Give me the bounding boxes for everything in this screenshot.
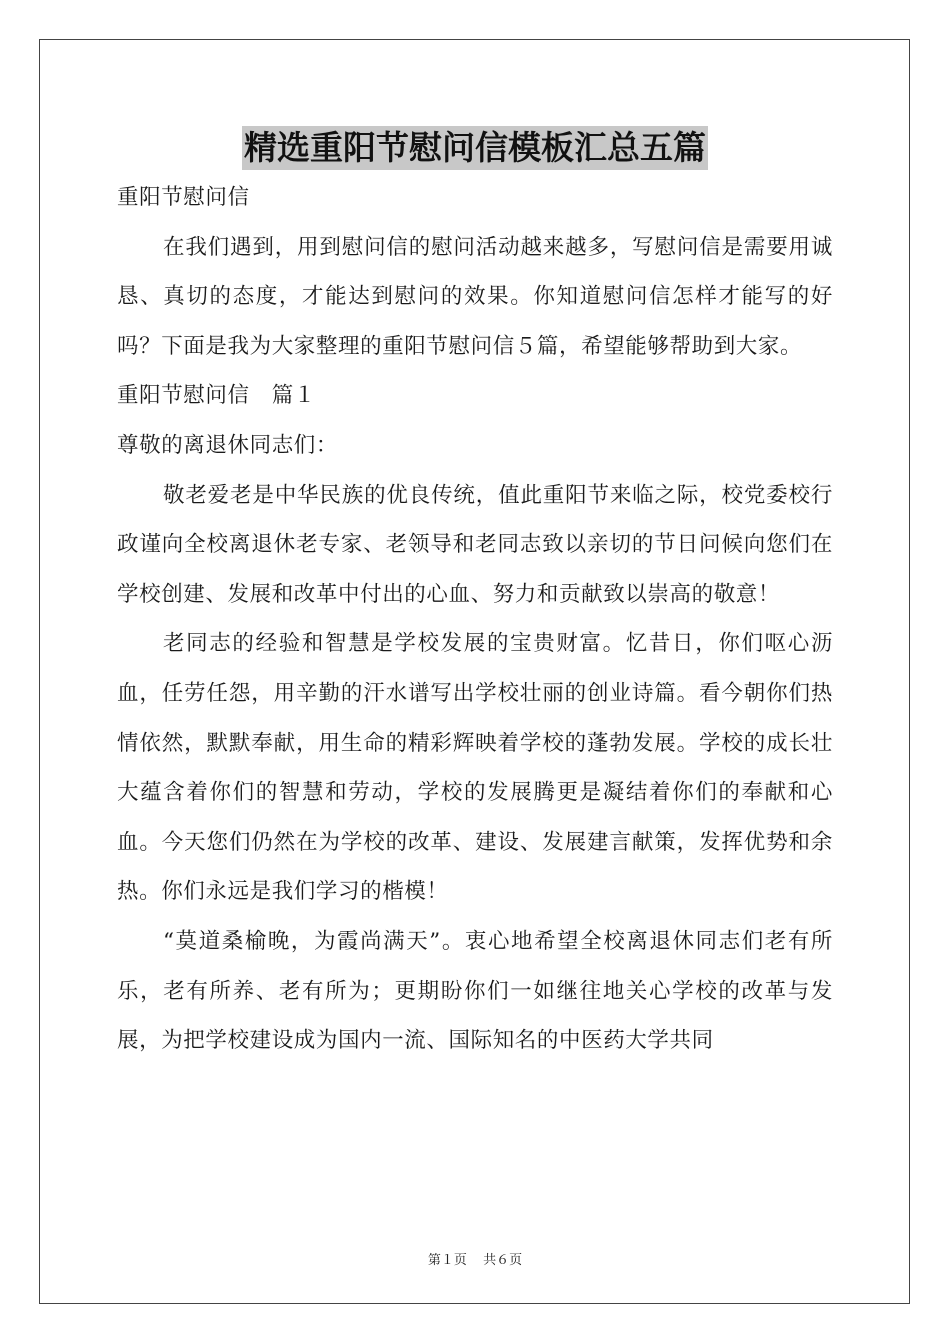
body-paragraph: 敬老爱老是中华民族的优良传统，值此重阳节来临之际，校党委校行政谨向全校离退休老专家、老领导和老同志致以亲切的节日问候向您们在学校创建、发展和改革中付出的心血、努力和贡献致以崇高的敬意！ — [117, 482, 833, 607]
body-paragraph: “莫道桑榆晚，为霞尚满天”。衷心地希望全校离退休同志们老有所乐，老有所养、老有所为；更期盼你们一如继往地关心学校的改革与发展，为把学校建设成为国内一流、国际知名的中医药大学共同 — [117, 928, 833, 1054]
section-title: 重阳节慰问信 篇１ — [117, 383, 316, 409]
salutation: 尊敬的离退休同志们： — [117, 432, 339, 458]
page-total: 共６页 — [483, 1253, 523, 1268]
document-title: 精选重阳节慰问信模板汇总五篇 — [242, 126, 708, 170]
page-footer — [0, 1249, 950, 1268]
page-number: 第１页 — [427, 1253, 467, 1268]
document-body — [117, 173, 833, 1066]
body-paragraph: 老同志的经验和智慧是学校发展的宝贵财富。忆昔日，你们呕心沥血，任劳任怨，用辛勤的汗水谱写出学校壮丽的创业诗篇。看今朝你们热情依然，默默奉献，用生命的精彩辉映着学校的蓬勃发展。学校的成长壮大蕴含着你们的智慧和劳动，学校的发展腾更是凝结着你们的奉献和心血。今天您们仍然在为学校的改革、建设、发展建言献策，发挥优势和余热。你们永远是我们学习的楷模！ — [117, 631, 833, 905]
title-wrap — [0, 126, 950, 170]
letter-heading: 重阳节慰问信 — [117, 185, 250, 210]
intro-paragraph: 在我们遇到，用到慰问信的慰问活动越来越多，写慰问信是需要用诚恳、真切的态度，才能达到慰问的效果。你知道慰问信怎样才能写的好吗？下面是我为大家整理的重阳节慰问信５篇，希望能够帮助到大家。 — [117, 234, 833, 359]
